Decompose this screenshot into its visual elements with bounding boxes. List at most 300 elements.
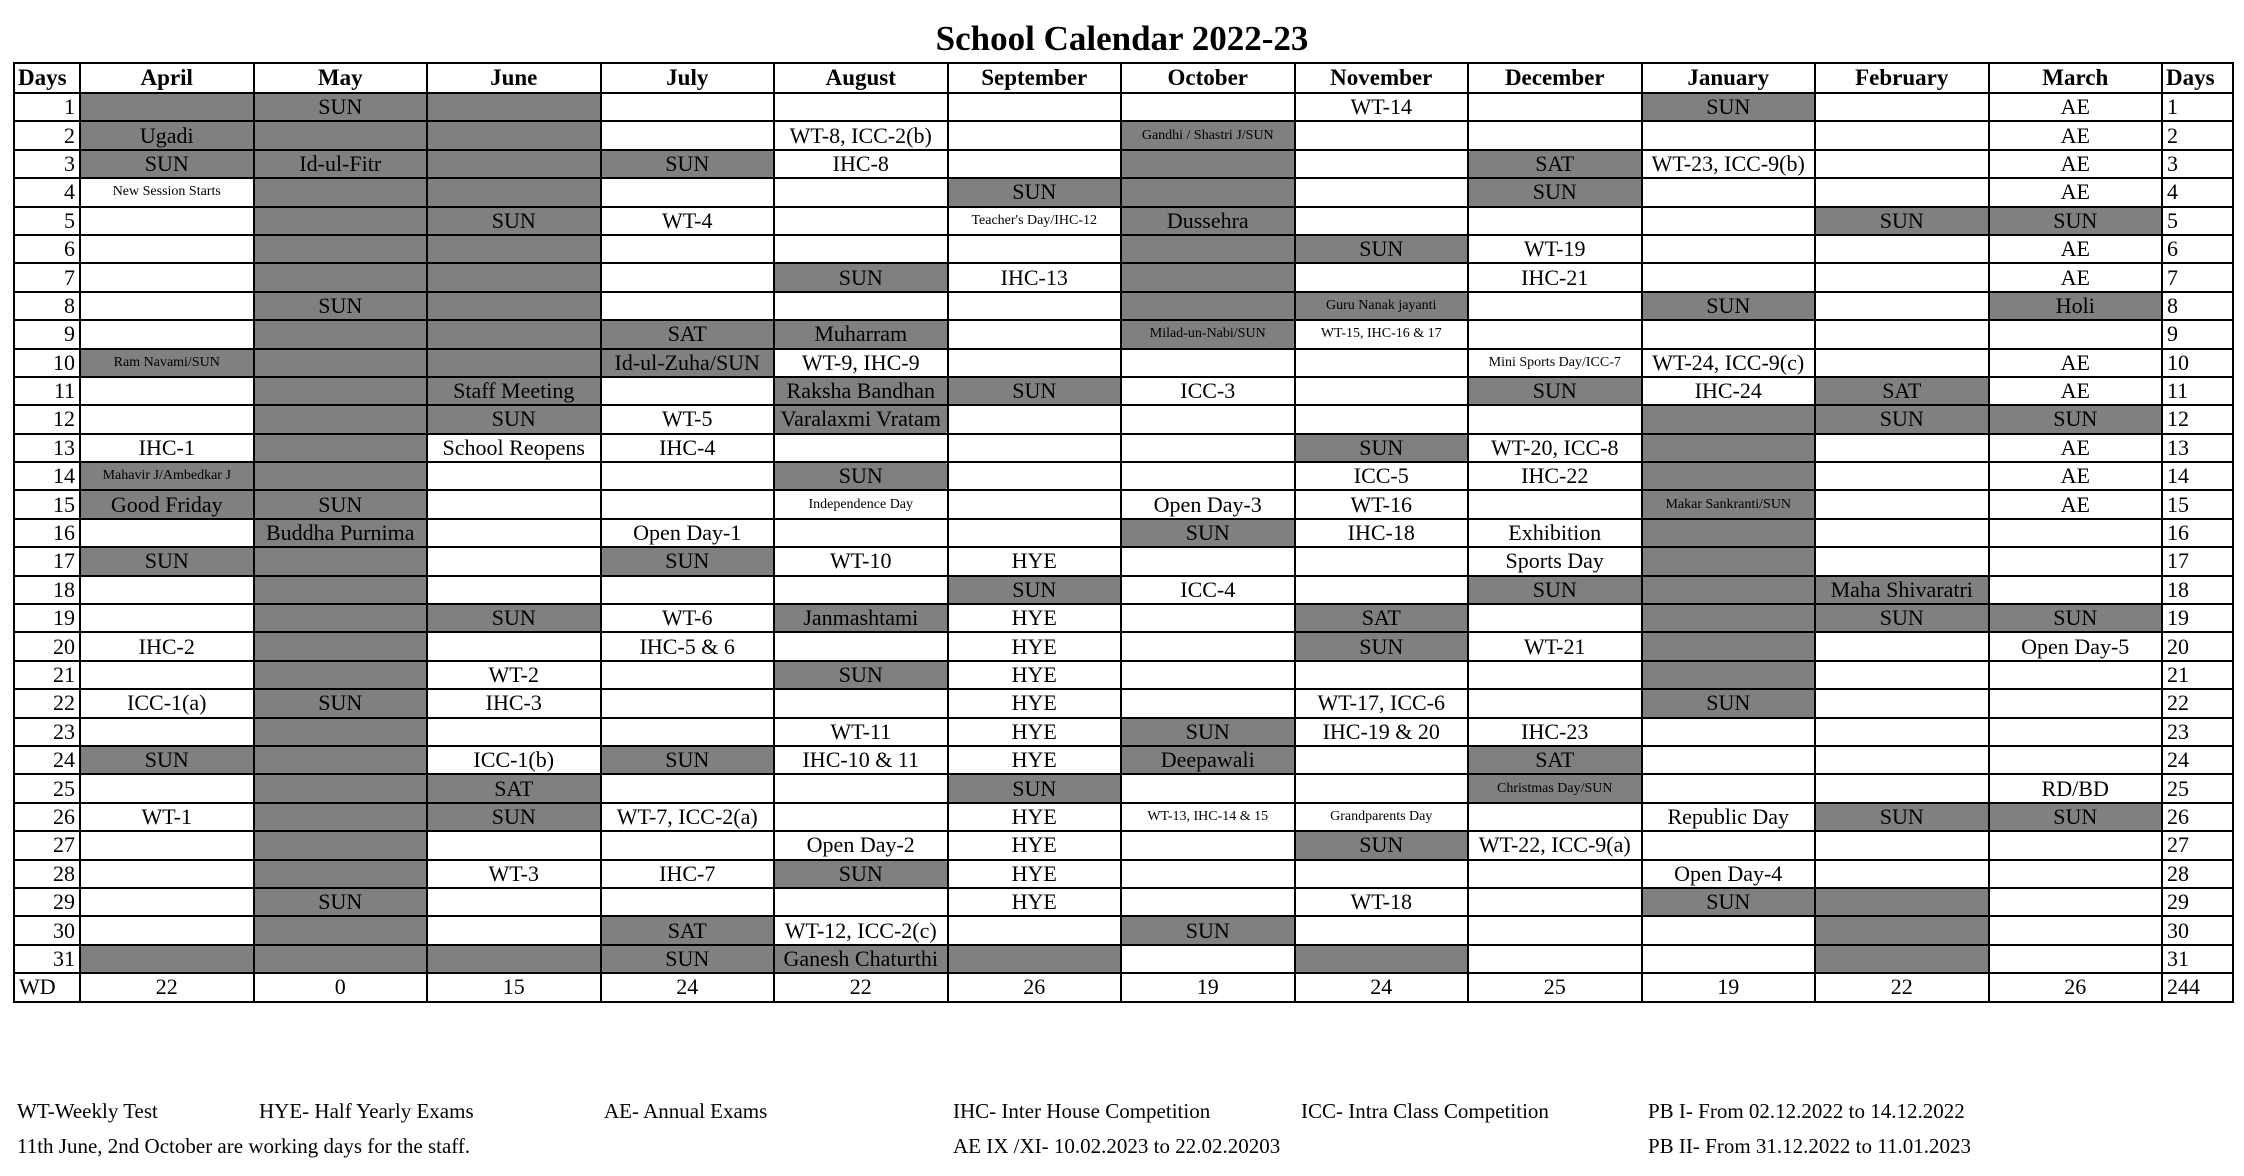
calendar-cell — [948, 916, 1122, 944]
calendar-cell — [427, 576, 601, 604]
wd-count: 19 — [1642, 973, 1816, 1001]
calendar-cell — [1815, 888, 1989, 916]
calendar-cell: Staff Meeting — [427, 377, 601, 405]
calendar-cell — [1815, 547, 1989, 575]
calendar-cell — [948, 150, 1122, 178]
calendar-cell — [1989, 831, 2163, 859]
calendar-cell: SUN — [1642, 93, 1816, 121]
calendar-cell: IHC-1 — [80, 434, 254, 462]
calendar-cell — [427, 150, 601, 178]
calendar-cell: Janmashtami — [774, 604, 948, 632]
calendar-cell — [1468, 207, 1642, 235]
calendar-cell — [601, 377, 775, 405]
calendar-cell — [1121, 774, 1295, 802]
calendar-cell — [601, 93, 775, 121]
day-number: 17 — [2162, 547, 2233, 575]
calendar-cell: HYE — [948, 718, 1122, 746]
day-number: 18 — [2162, 576, 2233, 604]
calendar-cell: SUN — [1295, 434, 1469, 462]
month-header: September — [948, 63, 1122, 93]
calendar-cell: HYE — [948, 746, 1122, 774]
calendar-cell: ICC-1(b) — [427, 746, 601, 774]
calendar-cell — [1989, 860, 2163, 888]
day-row — [14, 320, 2233, 348]
day-number: 13 — [14, 434, 80, 462]
calendar-cell: WT-21 — [1468, 632, 1642, 660]
day-number: 12 — [14, 405, 80, 433]
calendar-cell: HYE — [948, 632, 1122, 660]
day-number: 30 — [14, 916, 80, 944]
day-number: 18 — [14, 576, 80, 604]
calendar-cell — [1295, 774, 1469, 802]
calendar-cell: Dussehra — [1121, 207, 1295, 235]
calendar-cell — [427, 831, 601, 859]
calendar-cell: SUN — [254, 490, 428, 518]
day-number: 30 — [2162, 916, 2233, 944]
calendar-cell: Exhibition — [1468, 519, 1642, 547]
calendar-cell: SUN — [254, 93, 428, 121]
calendar-cell — [254, 831, 428, 859]
day-number: 6 — [14, 235, 80, 263]
day-number: 12 — [2162, 405, 2233, 433]
calendar-cell: Open Day-2 — [774, 831, 948, 859]
calendar-cell: WT-10 — [774, 547, 948, 575]
calendar-cell — [948, 490, 1122, 518]
day-number: 16 — [14, 519, 80, 547]
day-row — [14, 718, 2233, 746]
calendar-cell — [1642, 746, 1816, 774]
calendar-cell — [1815, 434, 1989, 462]
calendar-cell — [1295, 377, 1469, 405]
calendar-cell: SUN — [1121, 916, 1295, 944]
calendar-cell: SUN — [1989, 207, 2163, 235]
calendar-cell — [427, 349, 601, 377]
calendar-cell — [1295, 916, 1469, 944]
calendar-cell: WT-12, ICC-2(c) — [774, 916, 948, 944]
calendar-cell — [774, 774, 948, 802]
calendar-cell: SUN — [1642, 689, 1816, 717]
calendar-cell — [1642, 945, 1816, 973]
calendar-cell: Open Day-3 — [1121, 490, 1295, 518]
wd-label: WD — [14, 973, 80, 1001]
calendar-cell — [1815, 718, 1989, 746]
calendar-cell — [601, 888, 775, 916]
calendar-cell: Buddha Purnima — [254, 519, 428, 547]
calendar-cell — [254, 377, 428, 405]
calendar-cell — [1295, 860, 1469, 888]
calendar-cell: HYE — [948, 860, 1122, 888]
calendar-cell — [1815, 632, 1989, 660]
calendar-cell: SAT — [601, 320, 775, 348]
day-number: 11 — [14, 377, 80, 405]
day-row — [14, 349, 2233, 377]
calendar-cell: Open Day-4 — [1642, 860, 1816, 888]
calendar-cell — [948, 121, 1122, 149]
calendar-cell — [774, 178, 948, 206]
calendar-cell — [427, 292, 601, 320]
calendar-cell — [1121, 235, 1295, 263]
calendar-cell — [1642, 405, 1816, 433]
day-number: 4 — [14, 178, 80, 206]
calendar-cell: SUN — [1815, 405, 1989, 433]
calendar-cell — [254, 774, 428, 802]
calendar-cell: SUN — [80, 746, 254, 774]
calendar-cell: SUN — [601, 945, 775, 973]
calendar-cell — [948, 405, 1122, 433]
calendar-cell: SUN — [254, 689, 428, 717]
calendar-cell — [1642, 661, 1816, 689]
calendar-cell: Sports Day — [1468, 547, 1642, 575]
calendar-cell: WT-2 — [427, 661, 601, 689]
day-number: 4 — [2162, 178, 2233, 206]
calendar-cell: SAT — [1468, 150, 1642, 178]
calendar-cell — [254, 462, 428, 490]
legend-wt: WT-Weekly Test — [17, 1099, 158, 1123]
calendar-cell — [774, 434, 948, 462]
wd-count: 22 — [774, 973, 948, 1001]
calendar-cell — [254, 349, 428, 377]
calendar-cell: IHC-19 & 20 — [1295, 718, 1469, 746]
calendar-cell — [948, 462, 1122, 490]
month-header: June — [427, 63, 601, 93]
calendar-cell: Teacher's Day/IHC-12 — [948, 207, 1122, 235]
calendar-cell — [1989, 576, 2163, 604]
day-number: 25 — [14, 774, 80, 802]
calendar-cell — [80, 519, 254, 547]
calendar-cell: IHC-21 — [1468, 263, 1642, 291]
day-row — [14, 689, 2233, 717]
calendar-cell: WT-13, IHC-14 & 15 — [1121, 803, 1295, 831]
calendar-cell — [1815, 93, 1989, 121]
calendar-cell: IHC-13 — [948, 263, 1122, 291]
calendar-cell — [80, 860, 254, 888]
day-row — [14, 661, 2233, 689]
page-title: School Calendar 2022-23 — [935, 19, 1309, 58]
day-number: 13 — [2162, 434, 2233, 462]
calendar-cell: AE — [1989, 377, 2163, 405]
calendar-cell: SUN — [1468, 377, 1642, 405]
calendar-cell — [948, 235, 1122, 263]
day-number: 29 — [14, 888, 80, 916]
day-row — [14, 121, 2233, 149]
calendar-cell — [1121, 632, 1295, 660]
calendar-cell — [80, 945, 254, 973]
day-number: 15 — [14, 490, 80, 518]
calendar-cell: AE — [1989, 121, 2163, 149]
calendar-cell: AE — [1989, 150, 2163, 178]
calendar-cell — [1642, 178, 1816, 206]
calendar-cell: AE — [1989, 263, 2163, 291]
day-number: 15 — [2162, 490, 2233, 518]
calendar-cell — [80, 661, 254, 689]
calendar-cell: SUN — [774, 860, 948, 888]
legend-staff-note: 11th June, 2nd October are working days for the staff. — [17, 1134, 471, 1158]
day-row — [14, 93, 2233, 121]
calendar-cell — [1295, 349, 1469, 377]
calendar-cell — [601, 661, 775, 689]
calendar-cell — [427, 121, 601, 149]
calendar-cell: WT-9, IHC-9 — [774, 349, 948, 377]
calendar-cell — [427, 320, 601, 348]
calendar-cell — [254, 746, 428, 774]
calendar-cell — [1815, 292, 1989, 320]
month-header: January — [1642, 63, 1816, 93]
calendar-cell — [1815, 945, 1989, 973]
calendar-cell — [1295, 547, 1469, 575]
calendar-cell: IHC-24 — [1642, 377, 1816, 405]
day-number: 28 — [14, 860, 80, 888]
calendar-cell — [80, 93, 254, 121]
calendar-cell — [1989, 888, 2163, 916]
calendar-cell — [948, 519, 1122, 547]
day-row — [14, 774, 2233, 802]
day-number: 25 — [2162, 774, 2233, 802]
day-row — [14, 576, 2233, 604]
calendar-cell — [1989, 945, 2163, 973]
calendar-cell: SUN — [1642, 292, 1816, 320]
calendar-cell — [1468, 888, 1642, 916]
calendar-cell — [1121, 292, 1295, 320]
calendar-cell: AE — [1989, 178, 2163, 206]
calendar-cell — [1815, 689, 1989, 717]
month-header: February — [1815, 63, 1989, 93]
month-header: August — [774, 63, 948, 93]
calendar-cell — [774, 235, 948, 263]
calendar-cell — [427, 888, 601, 916]
calendar-cell — [254, 576, 428, 604]
day-number: 9 — [14, 320, 80, 348]
calendar-cell — [1815, 263, 1989, 291]
calendar-cell: SUN — [1295, 831, 1469, 859]
day-row — [14, 916, 2233, 944]
day-number: 3 — [14, 150, 80, 178]
calendar-cell — [254, 121, 428, 149]
calendar-cell — [1121, 405, 1295, 433]
calendar-cell — [1815, 774, 1989, 802]
calendar-cell — [1468, 292, 1642, 320]
day-number: 10 — [14, 349, 80, 377]
day-number: 21 — [14, 661, 80, 689]
calendar-cell: Republic Day — [1642, 803, 1816, 831]
day-number: 6 — [2162, 235, 2233, 263]
calendar-cell — [254, 320, 428, 348]
calendar-cell: WT-5 — [601, 405, 775, 433]
calendar-cell — [1295, 576, 1469, 604]
calendar-cell — [1468, 945, 1642, 973]
calendar-cell: Maha Shivaratri — [1815, 576, 1989, 604]
calendar-cell: WT-3 — [427, 860, 601, 888]
calendar-cell: WT-4 — [601, 207, 775, 235]
calendar-cell — [601, 718, 775, 746]
calendar-cell — [601, 490, 775, 518]
legend-pb2: PB II- From 31.12.2022 to 11.01.2023 — [1648, 1134, 1971, 1158]
calendar-cell: WT-6 — [601, 604, 775, 632]
day-number: 31 — [2162, 945, 2233, 973]
calendar-cell: Makar Sankranti/SUN — [1642, 490, 1816, 518]
calendar-cell — [80, 320, 254, 348]
calendar-cell — [1468, 405, 1642, 433]
calendar-cell — [1815, 178, 1989, 206]
calendar-cell: WT-8, ICC-2(b) — [774, 121, 948, 149]
calendar-cell: SUN — [1295, 632, 1469, 660]
calendar-cell — [1989, 746, 2163, 774]
calendar-cell: ICC-4 — [1121, 576, 1295, 604]
calendar-cell — [1121, 434, 1295, 462]
calendar-cell — [1642, 519, 1816, 547]
calendar-cell: IHC-3 — [427, 689, 601, 717]
calendar-cell: SUN — [1121, 519, 1295, 547]
calendar-cell: WT-7, ICC-2(a) — [601, 803, 775, 831]
calendar-cell — [1121, 945, 1295, 973]
calendar-cell — [427, 945, 601, 973]
day-number: 14 — [14, 462, 80, 490]
month-header: April — [80, 63, 254, 93]
calendar-cell — [1815, 860, 1989, 888]
calendar-cell: Open Day-1 — [601, 519, 775, 547]
calendar-cell: SUN — [1815, 207, 1989, 235]
day-number: 8 — [2162, 292, 2233, 320]
calendar-cell: IHC-8 — [774, 150, 948, 178]
calendar-cell — [254, 916, 428, 944]
calendar-cell: SUN — [948, 774, 1122, 802]
calendar-cell: Milad-un-Nabi/SUN — [1121, 320, 1295, 348]
calendar-cell: SUN — [427, 207, 601, 235]
day-number: 8 — [14, 292, 80, 320]
calendar-cell — [1121, 349, 1295, 377]
day-number: 31 — [14, 945, 80, 973]
calendar-cell: Id-ul-Zuha/SUN — [601, 349, 775, 377]
days-header: Days — [14, 63, 80, 93]
day-number: 29 — [2162, 888, 2233, 916]
calendar-cell: Varalaxmi Vratam — [774, 405, 948, 433]
calendar-cell — [1468, 604, 1642, 632]
calendar-cell: HYE — [948, 661, 1122, 689]
calendar-cell — [1642, 831, 1816, 859]
day-number: 2 — [2162, 121, 2233, 149]
calendar-cell — [774, 803, 948, 831]
day-number: 22 — [2162, 689, 2233, 717]
calendar-cell: SAT — [1468, 746, 1642, 774]
calendar-cell — [1815, 831, 1989, 859]
calendar-cell — [1989, 661, 2163, 689]
calendar-cell — [1121, 689, 1295, 717]
calendar-cell — [1989, 916, 2163, 944]
calendar-cell — [1121, 263, 1295, 291]
month-header: May — [254, 63, 428, 93]
day-row — [14, 292, 2233, 320]
calendar-cell: SUN — [427, 604, 601, 632]
calendar-cell — [774, 576, 948, 604]
calendar-cell: SUN — [254, 888, 428, 916]
calendar-cell: WT-11 — [774, 718, 948, 746]
calendar-cell: New Session Starts — [80, 178, 254, 206]
calendar-cell — [1815, 462, 1989, 490]
day-number: 24 — [2162, 746, 2233, 774]
calendar-cell: Grandparents Day — [1295, 803, 1469, 831]
calendar-cell — [1642, 774, 1816, 802]
calendar-cell — [80, 888, 254, 916]
day-number: 7 — [2162, 263, 2233, 291]
calendar-cell — [601, 178, 775, 206]
calendar-cell — [80, 207, 254, 235]
calendar-cell — [427, 547, 601, 575]
calendar-cell — [1642, 632, 1816, 660]
day-number: 5 — [14, 207, 80, 235]
calendar-cell: Mini Sports Day/ICC-7 — [1468, 349, 1642, 377]
calendar-cell: SUN — [1989, 604, 2163, 632]
header-row — [14, 63, 2233, 93]
calendar-cell — [427, 263, 601, 291]
calendar-cell — [1121, 831, 1295, 859]
calendar-cell — [427, 462, 601, 490]
calendar-cell — [1642, 718, 1816, 746]
calendar-cell — [1468, 320, 1642, 348]
calendar-cell — [254, 405, 428, 433]
calendar-cell — [1989, 718, 2163, 746]
day-row — [14, 746, 2233, 774]
calendar-cell: Christmas Day/SUN — [1468, 774, 1642, 802]
calendar-cell: Id-ul-Fitr — [254, 150, 428, 178]
calendar-cell: Muharram — [774, 320, 948, 348]
day-row — [14, 490, 2233, 518]
calendar-cell — [254, 207, 428, 235]
day-row — [14, 377, 2233, 405]
working-days-row — [14, 973, 2233, 1001]
calendar-cell: IHC-22 — [1468, 462, 1642, 490]
calendar-cell: HYE — [948, 803, 1122, 831]
calendar-cell — [80, 831, 254, 859]
calendar-cell: School Reopens — [427, 434, 601, 462]
calendar-cell — [1121, 150, 1295, 178]
calendar-cell — [1642, 576, 1816, 604]
calendar-cell — [80, 292, 254, 320]
calendar-cell: WT-19 — [1468, 235, 1642, 263]
calendar-cell: WT-23, ICC-9(b) — [1642, 150, 1816, 178]
calendar-cell — [1815, 235, 1989, 263]
calendar-cell — [254, 860, 428, 888]
calendar-cell — [1468, 803, 1642, 831]
legend-icc: ICC- Intra Class Competition — [1301, 1099, 1549, 1123]
day-row — [14, 803, 2233, 831]
calendar-cell — [1121, 661, 1295, 689]
calendar-cell — [601, 263, 775, 291]
calendar-cell: SUN — [948, 576, 1122, 604]
calendar-cell — [1295, 207, 1469, 235]
calendar-cell: WT-14 — [1295, 93, 1469, 121]
calendar-cell — [1295, 150, 1469, 178]
calendar-cell: Raksha Bandhan — [774, 377, 948, 405]
calendar-cell — [427, 718, 601, 746]
calendar-cell: SUN — [601, 547, 775, 575]
calendar-cell: Guru Nanak jayanti — [1295, 292, 1469, 320]
calendar-cell — [1815, 349, 1989, 377]
calendar-cell — [1989, 519, 2163, 547]
calendar-cell — [1295, 945, 1469, 973]
calendar-cell — [774, 93, 948, 121]
calendar-cell: HYE — [948, 831, 1122, 859]
wd-count: 26 — [1989, 973, 2163, 1001]
calendar-cell: AE — [1989, 235, 2163, 263]
calendar-cell — [1642, 916, 1816, 944]
calendar-cell — [427, 178, 601, 206]
month-header: July — [601, 63, 775, 93]
calendar-cell: SUN — [774, 462, 948, 490]
calendar-cell: SUN — [1468, 178, 1642, 206]
day-number: 11 — [2162, 377, 2233, 405]
day-row — [14, 462, 2233, 490]
legend-ae: AE- Annual Exams — [604, 1099, 768, 1123]
calendar-cell: Mahavir J/Ambedkar J — [80, 462, 254, 490]
